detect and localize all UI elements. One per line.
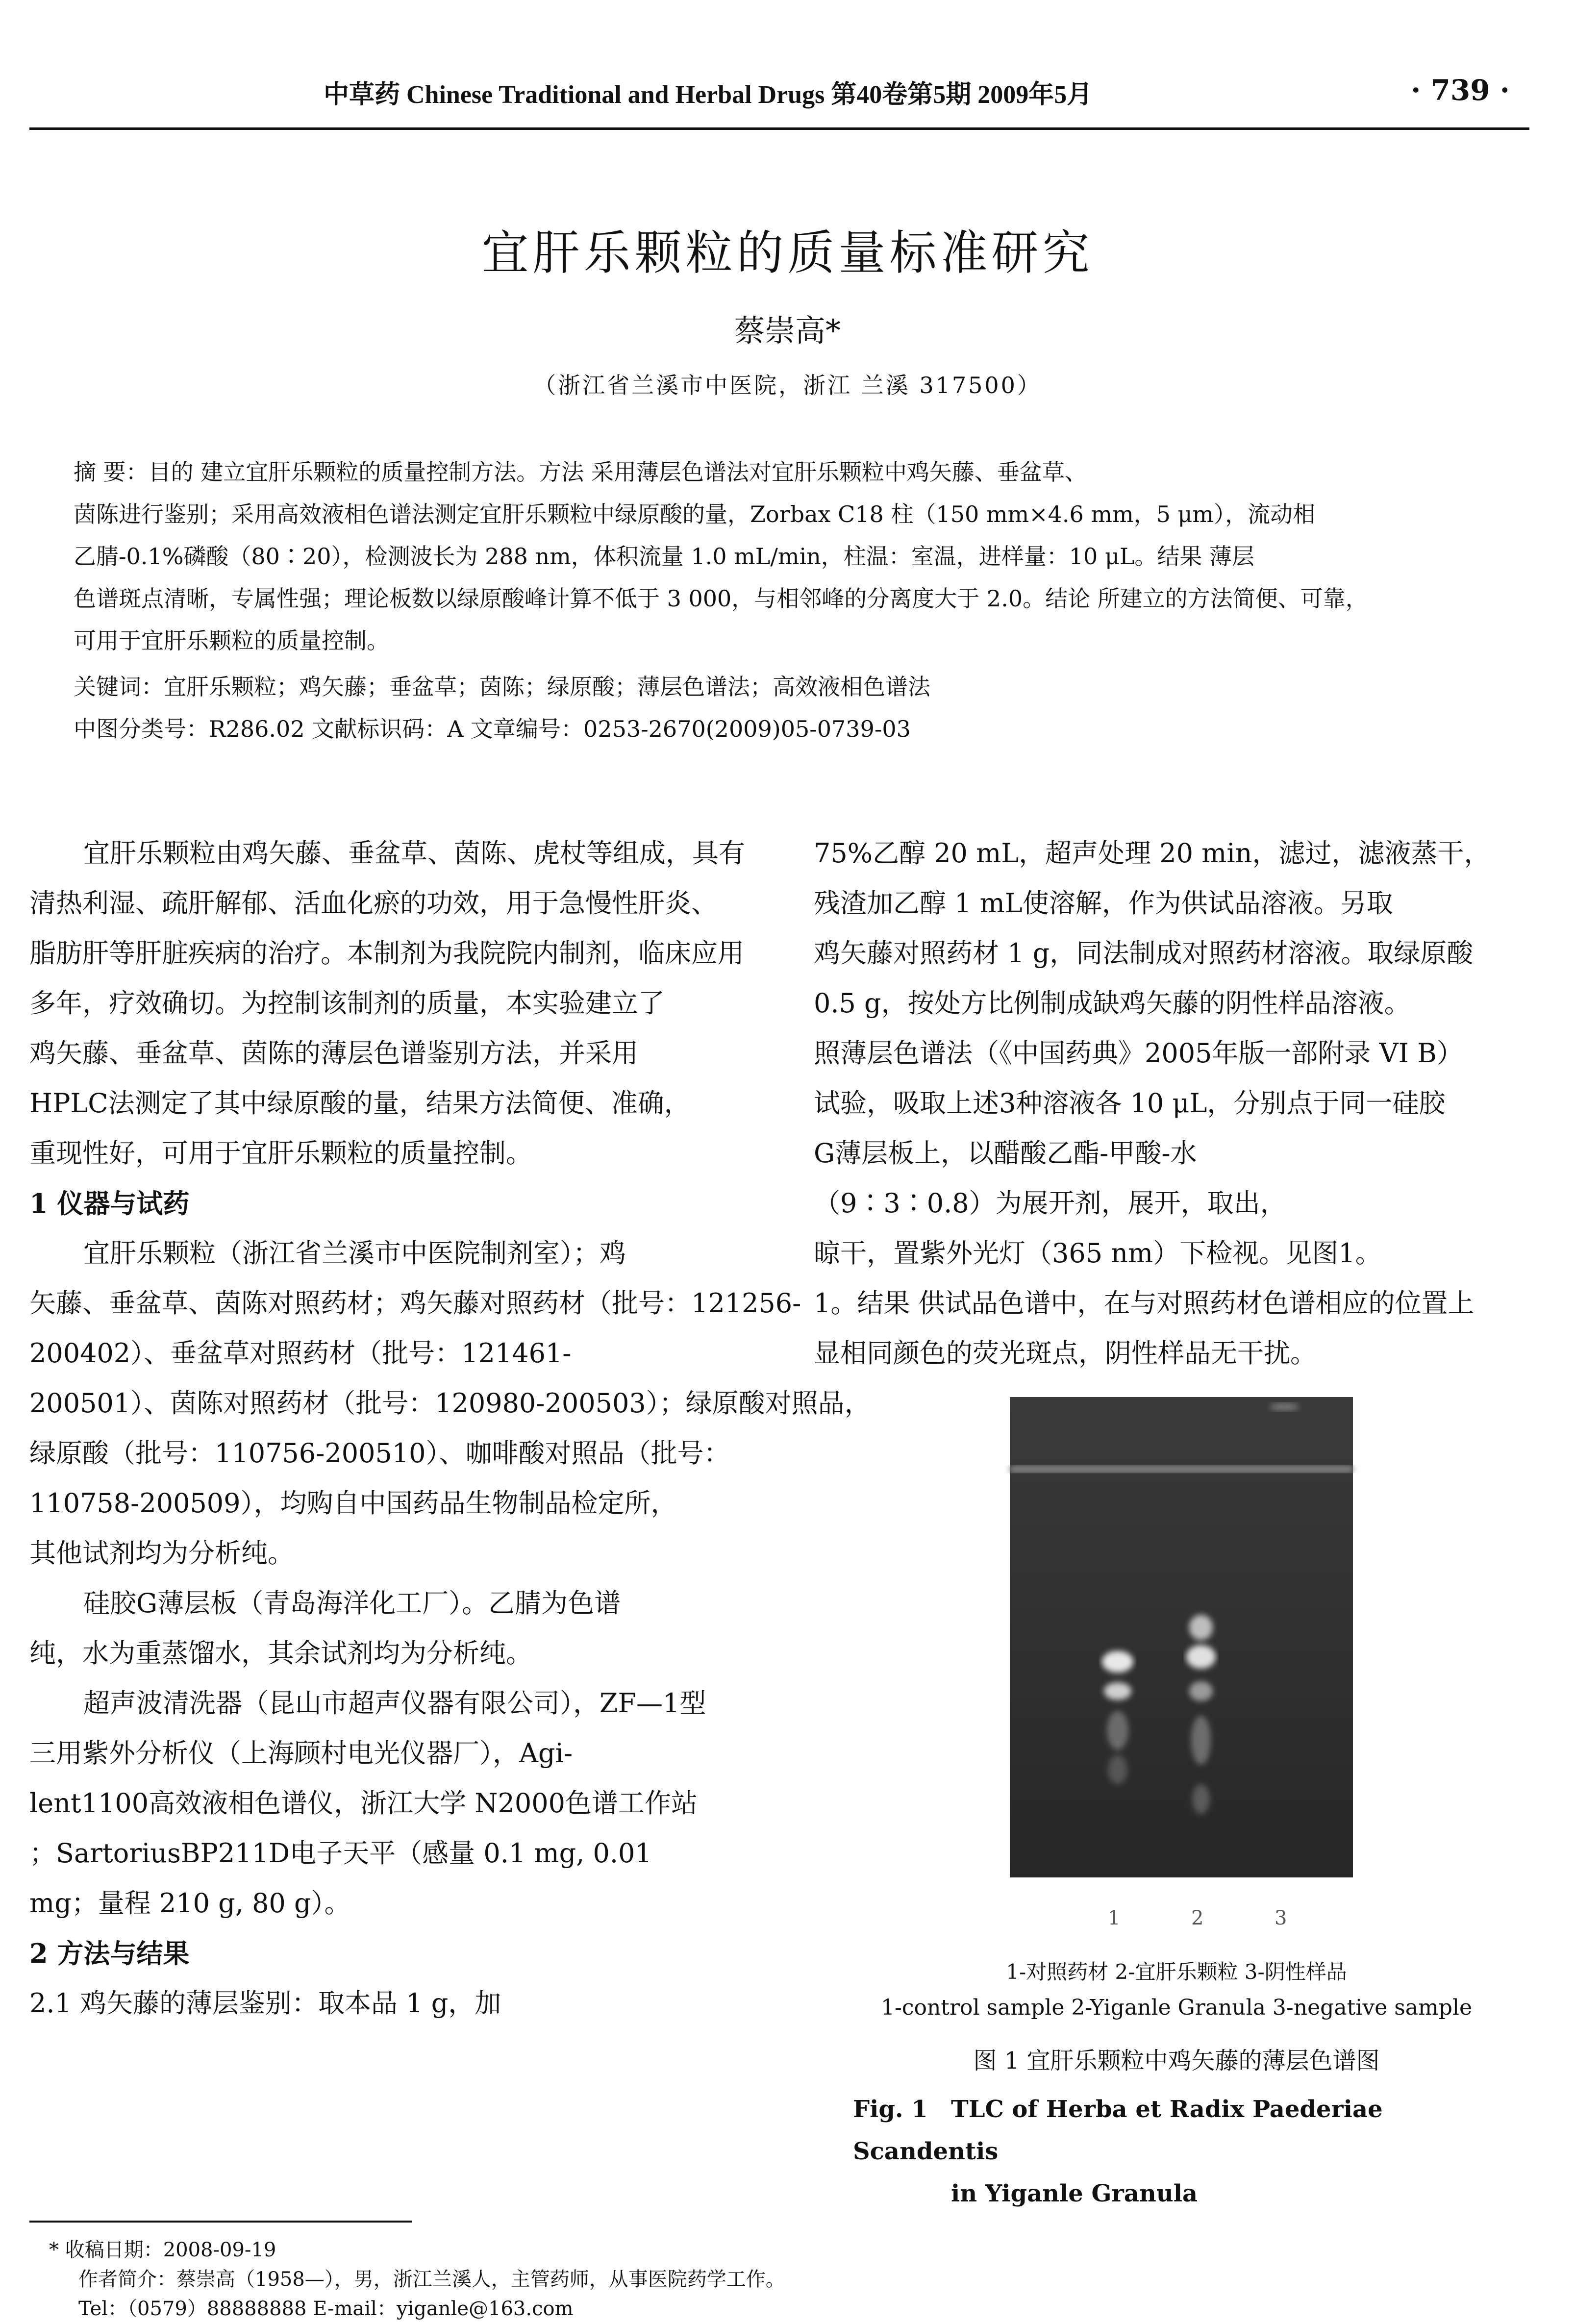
body-text-line: （9∶3∶0.8）为展开剂，展开，取出， — [814, 1188, 1287, 1219]
abstract-line: 摘 要：目的 建立宜肝乐颗粒的质量控制方法。方法 采用薄层色谱法对宜肝乐颗粒中鸡矢藤、垂盆草、 — [74, 459, 1087, 485]
body-text-line: 超声波清洗器（昆山市超声仪器有限公司），ZF—1型 — [83, 1688, 706, 1719]
article-title: 宜肝乐颗粒的质量标准研究 — [481, 225, 1094, 280]
body-text-line: 绿原酸（批号：110756-200510）、咖啡酸对照品（批号： — [29, 1438, 730, 1469]
footnote-line: Tel：（0579）88888888 E-mail：yiganle@163.com — [78, 2298, 574, 2320]
body-text-line: 其他试剂均为分析纯。 — [29, 1538, 294, 1569]
body-text-line: ；SartoriusBP211D电子天平（感量 0.1 mg, 0.01 — [29, 1838, 652, 1869]
abstract — [74, 451, 1510, 750]
body-text-line: lent1100高效液相色谱仪，浙江大学 N2000色谱工作站 — [29, 1788, 698, 1819]
body-text-line: 试验，吸取上述3种溶液各 10 μL，分别点于同一硅胶 — [814, 1088, 1446, 1119]
footnote-rule — [29, 2221, 412, 2223]
figure-caption-cn: 图 1 宜肝乐颗粒中鸡矢藤的薄层色谱图 — [973, 2047, 1380, 2074]
body-text-line: 1。结果 供试品色谱中，在与对照药材色谱相应的位置上 — [814, 1288, 1475, 1319]
body-text-line: 2.1 鸡矢藤的薄层鉴别：取本品 1 g，加 — [29, 1988, 501, 2019]
section-heading: 2 方法与结果 — [29, 1938, 190, 1969]
journal-header: 中草药 Chinese Traditional and Herbal Drugs 第40卷第5期 2009年5月 — [324, 81, 1093, 109]
figure-caption-en — [853, 2088, 1500, 2215]
body-text-line: HPLC法测定了其中绿原酸的量，结果方法简便、准确， — [29, 1088, 691, 1119]
solvent-front — [1010, 1466, 1353, 1473]
figure-legend-en: 1-control sample 2-Yiganle Granula 3-negative sample — [880, 1995, 1473, 2020]
keywords: 关键词：宜肝乐颗粒；鸡矢藤；垂盆草；茵陈；绿原酸；薄层色谱法；高效液相色谱法 — [74, 674, 930, 700]
figure-label: Fig. 1 — [853, 2096, 928, 2123]
lane-label: 2 — [1191, 1907, 1204, 1929]
right-column — [814, 828, 1539, 1378]
body-text-line: mg；量程 210 g, 80 g）。 — [29, 1888, 351, 1919]
lane-3-spots — [1270, 1403, 1299, 1411]
body-text-line: 纯，水为重蒸馏水，其余试剂均为分析纯。 — [29, 1638, 532, 1669]
lane-label: 1 — [1108, 1907, 1121, 1929]
body-text-line: 鸡矢藤、垂盆草、茵陈的薄层色谱鉴别方法，并采用 — [29, 1038, 638, 1069]
affiliation: （浙江省兰溪市中医院，浙江 兰溪 317500） — [533, 372, 1042, 399]
classification: 中图分类号：R286.02 文献标识码：A 文章编号：0253-2670(2009)05-0739-03 — [74, 716, 911, 742]
body-text-line: 宜肝乐颗粒（浙江省兰溪市中医院制剂室）；鸡 — [83, 1238, 626, 1269]
body-text-line: 200402）、垂盆草对照药材（批号：121461- — [29, 1338, 572, 1369]
left-column — [29, 828, 871, 2028]
figure-caption-line: TLC of Herba et Radix Paederiae Scandentis — [853, 2096, 1383, 2165]
abstract-line: 可用于宜肝乐颗粒的质量控制。 — [74, 627, 389, 654]
body-text-line: 三用紫外分析仪（上海顾村电光仪器厂），Agi- — [29, 1738, 573, 1769]
abstract-line: 茵陈进行鉴别；采用高效液相色谱法测定宜肝乐颗粒中绿原酸的量，Zorbax C18 柱（150 mm×4.6 mm，5 μm），流动相 — [74, 501, 1316, 527]
body-text-line: 显相同颜色的荧光斑点，阴性样品无干扰。 — [814, 1338, 1317, 1369]
body-text-line: 200501）、茵陈对照药材（批号：120980-200503）；绿原酸对照品， — [29, 1388, 871, 1419]
footnote — [49, 2235, 1520, 2324]
body-text-line: 重现性好，可用于宜肝乐颗粒的质量控制。 — [29, 1138, 532, 1169]
section-heading: 1 仪器与试药 — [29, 1188, 190, 1219]
body-text-line: G薄层板上，以醋酸乙酯-甲酸-水 — [814, 1138, 1197, 1169]
author: 蔡崇高* — [734, 313, 841, 349]
figure-caption-line: in Yiganle Granula — [951, 2180, 1198, 2207]
running-header — [29, 74, 1529, 130]
body-text-line: 脂肪肝等肝脏疾病的治疗。本制剂为我院院内制剂，临床应用 — [29, 938, 744, 969]
body-text-line: 75%乙醇 20 mL，超声处理 20 min，滤过，滤液蒸干， — [814, 838, 1491, 869]
footnote-line: * 收稿日期：2008-09-19 — [49, 2239, 276, 2261]
body-text-line: 宜肝乐颗粒由鸡矢藤、垂盆草、茵陈、虎杖等组成，具有 — [83, 838, 745, 869]
tlc-plate-image — [1010, 1397, 1353, 1877]
abstract-line: 色谱斑点清晰，专属性强；理论板数以绿原酸峰计算不低于 3 000，与相邻峰的分离度大于 2.0。结论 所建立的方法简便、可靠， — [74, 585, 1368, 612]
body-text-line: 残渣加乙醇 1 mL使溶解，作为供试品溶液。另取 — [814, 888, 1393, 919]
lane-label: 3 — [1275, 1907, 1287, 1929]
body-text-line: 硅胶G薄层板（青岛海洋化工厂）。乙腈为色谱 — [83, 1588, 621, 1619]
body-text-line: 多年，疗效确切。为控制该制剂的质量，本实验建立了 — [29, 988, 665, 1019]
body-text-line: 照薄层色谱法（《中国药典》2005年版一部附录 VI B） — [814, 1038, 1463, 1069]
body-text-line: 清热利湿、疏肝解郁、活血化瘀的功效，用于急慢性肝炎、 — [29, 888, 718, 919]
figure-legend-cn: 1-对照药材 2-宜肝乐颗粒 3-阴性样品 — [1006, 1960, 1347, 1984]
body-text-line: 晾干，置紫外光灯（365 nm）下检视。见图1。 — [814, 1238, 1382, 1269]
abstract-line: 乙腈-0.1%磷酸（80∶20），检测波长为 288 nm，体积流量 1.0 mL/min，柱温：室温，进样量：10 μL。结果 薄层 — [74, 543, 1255, 570]
body-text-line: 鸡矢藤对照药材 1 g，同法制成对照药材溶液。取绿原酸 — [814, 938, 1474, 969]
body-text-line: 0.5 g，按处方比例制成缺鸡矢藤的阴性样品溶液。 — [814, 988, 1411, 1019]
body-text-line: 矢藤、垂盆草、茵陈对照药材；鸡矢藤对照药材（批号：121256- — [29, 1288, 801, 1319]
footnote-line: 作者简介：蔡崇高（1958—），男，浙江兰溪人，主管药师，从事医院药学工作。 — [78, 2268, 785, 2291]
body-text-line: 110758-200509），均购自中国药品生物制品检定所， — [29, 1488, 677, 1519]
page-number: · 739 · — [1411, 74, 1510, 107]
